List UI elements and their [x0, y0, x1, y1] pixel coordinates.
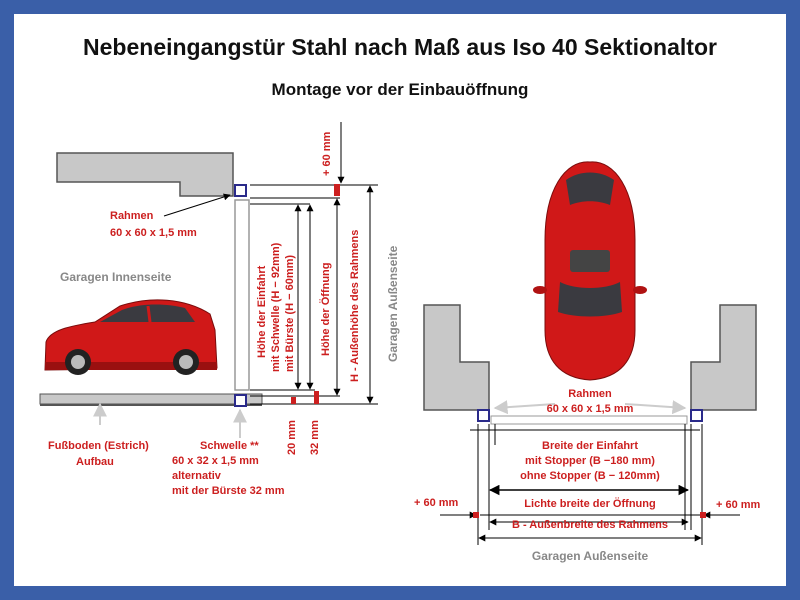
hoehe-einfahrt-line1: Höhe der Einfahrt [256, 265, 268, 358]
rahmen-size-right: 60 x 60 x 1,5 mm [546, 403, 634, 415]
floor-slab [40, 394, 262, 404]
page-title: Nebeneingangstür Stahl nach Maß aus Iso 40 Sektionaltor [83, 34, 717, 60]
plus60-right-label: + 60 mm [716, 499, 761, 511]
page-subtitle: Montage vor der Einbauöffnung [271, 80, 529, 99]
car-top-view [533, 162, 647, 380]
fussboden-label: Fußboden (Estrich) [48, 440, 149, 452]
right-pillar-wall [691, 305, 756, 410]
garage-aussenseite-vertical: Garagen Außenseite [386, 245, 400, 362]
rahmen-left-square [478, 410, 489, 421]
rahmen-label-left: Rahmen [110, 210, 154, 222]
left-pillar-wall [424, 305, 489, 410]
garage-innenseite-label: Garagen Innenseite [60, 270, 172, 284]
car-side-view [45, 300, 217, 375]
garage-aussenseite-bottom: Garagen Außenseite [531, 549, 649, 563]
schwelle-size: 60 x 32 x 1,5 mm [172, 455, 259, 467]
breite-ohne-stopper: ohne Stopper (B − 120mm) [520, 470, 660, 482]
breite-mit-stopper: mit Stopper (B −180 mm) [525, 455, 655, 467]
aufbau-label: Aufbau [76, 456, 114, 468]
hoehe-oeffnung-label: Höhe der Öffnung [320, 262, 332, 356]
breite-einfahrt-label: Breite der Einfahrt [542, 440, 638, 452]
rahmen-label-right: Rahmen [568, 388, 612, 400]
door-leaf [235, 200, 249, 390]
aussenbreite-label: B - Außenbreite des Rahmens [511, 519, 669, 531]
mm32-label: 32 mm [309, 420, 321, 455]
rahmen-right-square [691, 410, 702, 421]
plus60-left-label: + 60 mm [414, 497, 459, 509]
lichte-breite-label: Lichte breite der Öffnung [524, 498, 656, 510]
aussenhoehe-label: H - Außenhöhe des Rahmens [349, 229, 361, 382]
schwelle-alternativ: alternativ [172, 470, 221, 482]
rahmen-size-left: 60 x 60 x 1,5 mm [110, 227, 197, 239]
hoehe-einfahrt-line3: mit Bürste (H − 60mm) [284, 254, 296, 372]
rahmen-top-square [235, 185, 246, 196]
rahmen-bottom-square [235, 395, 246, 406]
floor-edge [40, 404, 262, 406]
mm20-label: 20 mm [286, 420, 298, 455]
schwelle-buerste: mit der Bürste 32 mm [172, 485, 285, 497]
schwelle-label: Schwelle ** [200, 440, 259, 452]
plus60-top-label: + 60 mm [321, 131, 333, 176]
hoehe-einfahrt-line2: mit Schwelle (H − 92mm) [270, 242, 282, 372]
lintel-wall [57, 153, 233, 196]
